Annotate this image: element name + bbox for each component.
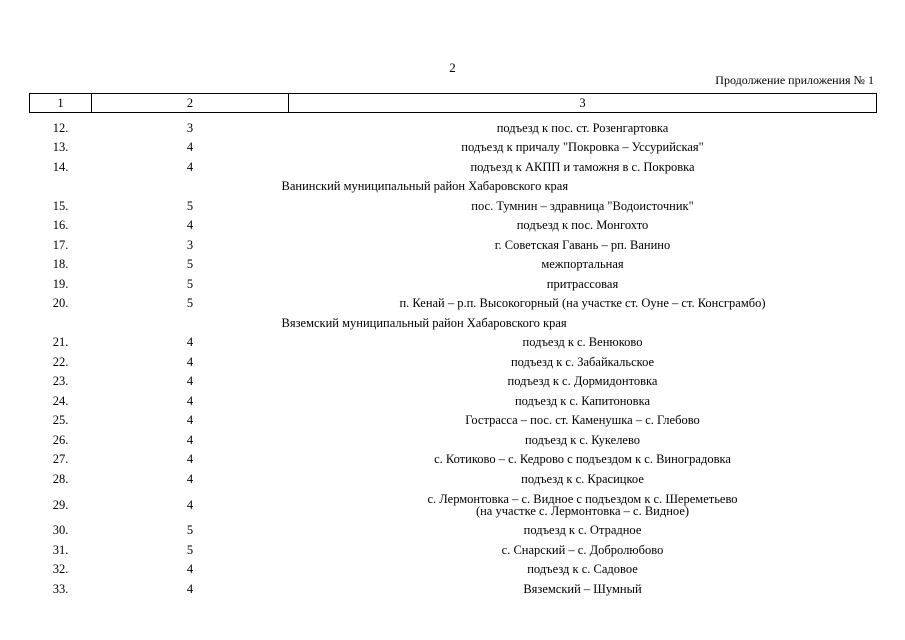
row-category: 4 bbox=[186, 140, 194, 155]
row-number: 12. bbox=[52, 120, 69, 135]
table-row bbox=[30, 274, 877, 294]
row-category: 5 bbox=[186, 257, 194, 272]
row-category: 4 bbox=[186, 218, 194, 233]
row-number: 15. bbox=[52, 198, 69, 213]
row-road-name: с. Снарский – с. Добролюбово bbox=[501, 542, 664, 557]
row-category: 4 bbox=[186, 335, 194, 350]
row-number: 27. bbox=[52, 452, 69, 467]
row-category: 4 bbox=[186, 393, 194, 408]
row-number: 25. bbox=[52, 413, 69, 428]
row-category: 4 bbox=[186, 354, 194, 369]
row-number: 22. bbox=[52, 354, 69, 369]
table-row bbox=[30, 489, 877, 521]
row-road-name-line-2: (на участке с. Лермонтовка – с. Видное) bbox=[475, 503, 690, 518]
header-col-3: 3 bbox=[289, 94, 877, 113]
table-body bbox=[30, 113, 877, 599]
row-category: 5 bbox=[186, 198, 194, 213]
table-row bbox=[30, 294, 877, 314]
row-road-name: межпортальная bbox=[541, 257, 624, 272]
row-category: 4 bbox=[186, 562, 194, 577]
row-road-name: с. Котиково – с. Кедрово с подъездом к с. Виноградовка bbox=[434, 452, 731, 467]
row-number: 14. bbox=[52, 159, 69, 174]
row-category: 5 bbox=[186, 523, 194, 538]
header-col-1: 1 bbox=[30, 94, 92, 113]
row-number: 23. bbox=[52, 374, 69, 389]
row-number: 13. bbox=[52, 140, 69, 155]
row-category: 4 bbox=[186, 452, 194, 467]
table-row bbox=[30, 157, 877, 177]
row-number: 24. bbox=[52, 393, 69, 408]
table-row bbox=[30, 579, 877, 599]
row-category: 5 bbox=[186, 296, 194, 311]
row-category: 4 bbox=[186, 374, 194, 389]
table-row bbox=[30, 113, 877, 138]
row-category: 4 bbox=[186, 581, 194, 596]
row-road-name: подъезд к с. Садовое bbox=[527, 562, 638, 577]
row-road-name: пос. Тумнин – здравница "Водоисточник" bbox=[471, 198, 694, 213]
row-category: 3 bbox=[186, 120, 194, 135]
row-number: 28. bbox=[52, 471, 69, 486]
table-row bbox=[30, 391, 877, 411]
table-row bbox=[30, 521, 877, 541]
row-road-name: п. Кенай – р.п. Высокогорный (на участке ст. Оуне – ст. Консграмбо) bbox=[399, 296, 766, 311]
row-road-name bbox=[289, 489, 877, 521]
table-row bbox=[30, 411, 877, 431]
row-number: 16. bbox=[52, 218, 69, 233]
table-row bbox=[30, 333, 877, 353]
row-road-name: подъезд к с. Кукелево bbox=[524, 432, 641, 447]
table-header bbox=[30, 94, 877, 113]
table-row bbox=[30, 235, 877, 255]
row-number: 30. bbox=[52, 523, 69, 538]
page-number: 2 bbox=[449, 60, 456, 75]
table-row bbox=[30, 255, 877, 275]
table-row bbox=[30, 196, 877, 216]
table-row bbox=[30, 352, 877, 372]
row-road-name: подъезд к с. Дормидонтовка bbox=[507, 374, 658, 389]
header-row bbox=[30, 94, 877, 113]
table-row bbox=[30, 138, 877, 158]
row-number: 32. bbox=[52, 562, 69, 577]
table-row bbox=[30, 560, 877, 580]
row-number: 33. bbox=[52, 581, 69, 596]
row-road-name: подъезд к пос. Монгохто bbox=[516, 218, 649, 233]
row-road-name: Гострасса – пос. ст. Каменушка – с. Глебово bbox=[465, 413, 700, 428]
row-road-name: подъезд к с. Забайкальское bbox=[510, 354, 655, 369]
row-category: 4 bbox=[186, 497, 194, 512]
row-number: 17. bbox=[52, 237, 69, 252]
row-category: 4 bbox=[186, 432, 194, 447]
table-row bbox=[30, 469, 877, 489]
row-category: 4 bbox=[186, 413, 194, 428]
row-category: 4 bbox=[186, 159, 194, 174]
row-road-name: Вяземский – Шумный bbox=[523, 581, 642, 596]
section-heading-row bbox=[30, 313, 877, 333]
section-heading: Вяземский муниципальный район Хабаровского края bbox=[281, 315, 567, 330]
row-category: 5 bbox=[186, 542, 194, 557]
row-number: 20. bbox=[52, 296, 69, 311]
row-road-name: притрассовая bbox=[546, 276, 619, 291]
header-col-2: 2 bbox=[92, 94, 289, 113]
row-number: 21. bbox=[52, 335, 69, 350]
table-row bbox=[30, 216, 877, 236]
roads-table bbox=[29, 93, 877, 599]
row-road-name: подъезд к с. Отрадное bbox=[523, 523, 642, 538]
table-row bbox=[30, 450, 877, 470]
row-category: 3 bbox=[186, 237, 194, 252]
row-number: 19. bbox=[52, 276, 69, 291]
section-heading: Ванинский муниципальный район Хабаровского края bbox=[281, 179, 569, 194]
row-road-name: подъезд к причалу "Покровка – Уссурийская" bbox=[461, 140, 704, 155]
row-road-name: подъезд к пос. ст. Розенгартовка bbox=[496, 120, 669, 135]
table-row bbox=[30, 372, 877, 392]
section-heading-row bbox=[30, 177, 877, 197]
row-road-name: г. Советская Гавань – рп. Ванино bbox=[494, 237, 671, 252]
row-number: 31. bbox=[52, 542, 69, 557]
row-category: 5 bbox=[186, 276, 194, 291]
table-row bbox=[30, 430, 877, 450]
row-road-name: подъезд к с. Капитоновка bbox=[514, 393, 651, 408]
continuation-label: Продолжение приложения № 1 bbox=[715, 73, 874, 87]
row-category: 4 bbox=[186, 471, 194, 486]
row-number: 18. bbox=[52, 257, 69, 272]
row-road-name-line-1: с. Лермонтовка – с. Видное с подъездом к с. Шереметьево bbox=[427, 491, 738, 506]
row-road-name: подъезд к АКПП и таможня в с. Покровка bbox=[470, 159, 695, 174]
row-road-name: подъезд к с. Венюково bbox=[522, 335, 643, 350]
row-road-name: подъезд к с. Красицкое bbox=[521, 471, 644, 486]
table-row bbox=[30, 540, 877, 560]
row-number: 29. bbox=[52, 497, 69, 512]
row-number: 26. bbox=[52, 432, 69, 447]
